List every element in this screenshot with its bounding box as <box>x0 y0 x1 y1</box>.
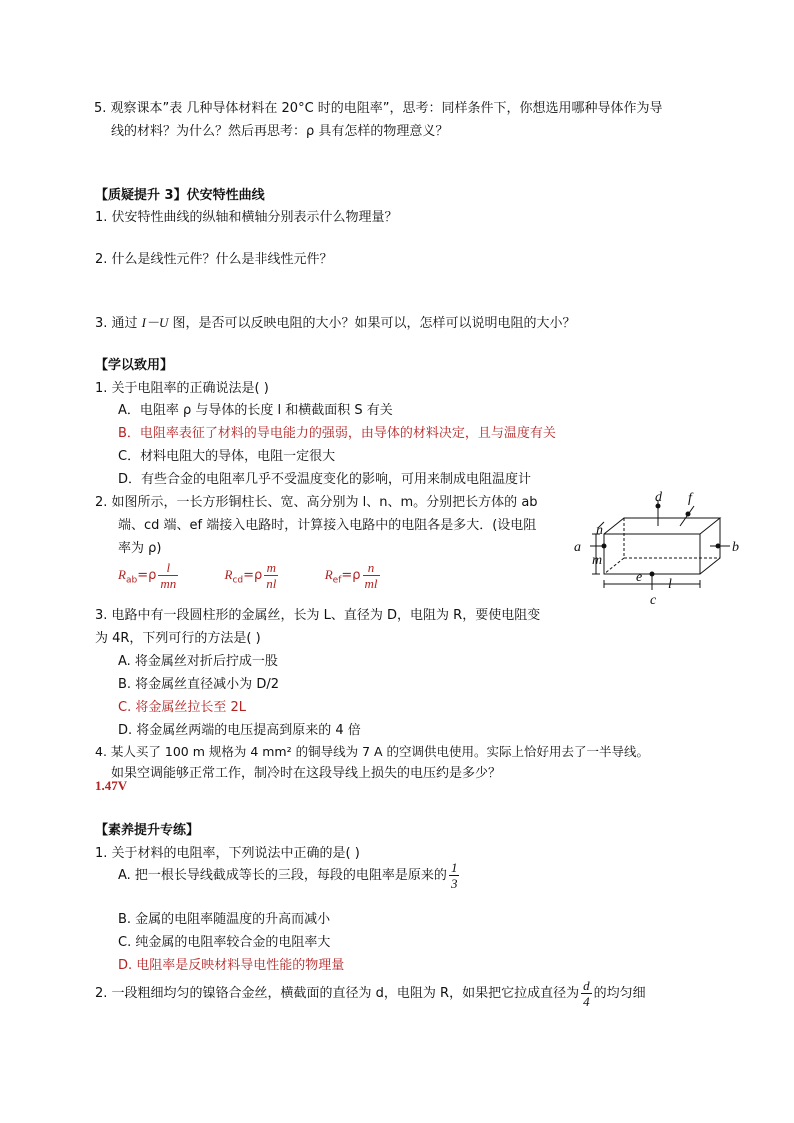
q5-line2: 线的材料？为什么？然后再思考：ρ 具有怎样的物理意义？ <box>111 124 449 139</box>
vi-question-2: 2. 什么是线性元件？什么是非线性元件？ <box>95 252 333 267</box>
section-heading-practice: 【素养提升专练】 <box>95 823 200 838</box>
practice-p1-option-b: B. 金属的电阻率随温度的升高而减小 <box>118 912 331 927</box>
apply-p3-option-d: D. 将金属丝两端的电压提高到原来的 4 倍 <box>118 723 361 738</box>
practice-p1-option-d: D. 电阻率是反映材料导电性能的物理量 <box>118 958 345 973</box>
cuboid-figure <box>570 490 750 610</box>
label-e: e <box>636 570 643 585</box>
apply-p2-line2: 端、cd 端、ef 端接入电路时，计算接入电路中的电阻各是多大．(设电阻 <box>118 518 537 533</box>
vi-question-3 <box>95 312 576 331</box>
practice-p1-stem: 1. 关于材料的电阻率，下列说法中正确的是( ) <box>95 846 360 861</box>
answer-r-ab: $R_{ab}=\rho$ $\frac{l}{mn}$ <box>118 560 177 591</box>
cuboid-front-face <box>604 534 700 574</box>
label-f: f <box>688 491 692 506</box>
label-l: l <box>668 577 672 592</box>
apply-p1-option-b: B．电阻率表征了材料的导电能力的强弱，由导体的材料决定，且与温度有关 <box>118 426 556 441</box>
fraction-one-third: $\frac{1}{3}$ <box>450 860 458 891</box>
apply-p1-option-c: C．材料电阻大的导体，电阻一定很大 <box>118 449 336 464</box>
apply-p2-line1: 2. 如图所示，一长方形铜柱长、宽、高分别为 l、n、m。分别把长方体的 ab <box>95 495 538 510</box>
apply-p4-line2: 如果空调能够正常工作，制冷时在这段导线上损失的电压约是多少？ <box>111 766 502 781</box>
label-c: c <box>650 593 657 608</box>
apply-p1-option-a: A．电阻率 ρ 与导体的长度 l 和横截面积 S 有关 <box>118 403 393 418</box>
apply-p1-stem: 1. 关于电阻率的正确说法是( ) <box>95 381 269 396</box>
apply-p2-line3: 率为 ρ) <box>118 541 162 556</box>
apply-p3-option-a: A. 将金属丝对折后拧成一股 <box>118 654 278 669</box>
apply-p3-option-b: B. 将金属丝直径减小为 D/2 <box>118 677 279 692</box>
answer-r-ef: $R_{ef}=\rho$ $\frac{n}{ml}$ <box>324 560 378 591</box>
practice-p2-text: 2. 一段粗细均匀的镍铬合金丝，横截面的直径为 d，电阻为 R，如果把它拉成直径为 <box>95 986 580 1001</box>
vi-question-3-pre: 3. 通过 <box>95 316 142 331</box>
label-d: d <box>655 490 662 505</box>
vi-question-3-var: I－U <box>141 315 169 330</box>
apply-p1-option-d: D．有些合金的电阻率几乎不受温度变化的影响，可用来制成电阻温度计 <box>118 472 532 487</box>
apply-p4-line1: 4. 某人买了 100 m 规格为 4 mm² 的铜导线为 7 A 的空调供电使用。实际上恰好用去了一半导线。 <box>95 744 650 759</box>
label-n: n <box>596 523 603 538</box>
label-m: m <box>592 553 603 568</box>
practice-p2-line <box>95 978 646 1009</box>
section-heading-vi-curve: 【质疑提升 3】伏安特性曲线 <box>95 188 265 203</box>
apply-p3-line1: 3. 电路中有一段圆柱形的金属丝，长为 L、直径为 D，电阻为 R，要使电阻变 <box>95 608 541 623</box>
apply-p3-line2: 为 4R，下列可行的方法是( ) <box>95 631 261 646</box>
vi-question-3-post: 图，是否可以反映电阻的大小？如果可以，怎样可以说明电阻的大小？ <box>168 316 576 331</box>
apply-p4-answer: 1.47V <box>95 778 128 793</box>
label-a: a <box>574 540 581 555</box>
apply-p3-option-c: C. 将金属丝拉长至 2L <box>118 700 246 715</box>
practice-p2-text-end: 的均匀细 <box>593 986 646 1001</box>
q5-line1: 5. 观察课本”表 几种导体材料在 20°C 时的电阻率”，思考：同样条件下，你想选用哪种导体作为导 <box>94 101 663 116</box>
fraction-d-over-4: $\frac{d}{4}$ <box>583 978 590 1009</box>
apply-p2-answers <box>118 560 382 591</box>
vi-question-1: 1. 伏安特性曲线的纵轴和横轴分别表示什么物理量？ <box>95 210 398 225</box>
answer-r-cd: $R_{cd}=\rho$ $\frac{m}{nl}$ <box>224 560 277 591</box>
label-b: b <box>732 540 739 555</box>
practice-p1-option-a <box>118 860 461 891</box>
section-heading-apply: 【学以致用】 <box>95 358 174 373</box>
practice-p1-option-a-text: A. 把一根长导线截成等长的三段，每段的电阻率是原来的 <box>118 868 447 883</box>
practice-p1-option-c: C. 纯金属的电阻率较合金的电阻率大 <box>118 935 331 950</box>
